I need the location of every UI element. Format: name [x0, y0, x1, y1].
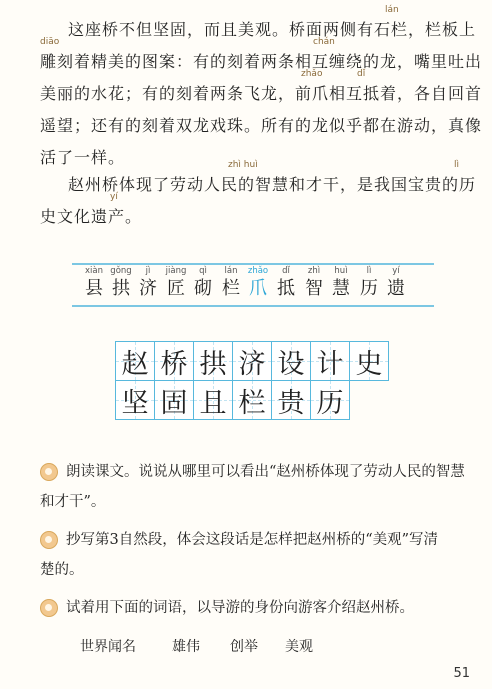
pinyin-lan: lán [385, 5, 399, 15]
word-item-highlighted: zhǎo 爪 [247, 266, 269, 299]
word-list [72, 263, 434, 307]
exercise-text: 试着用下面的词语，以导游的身份向游客介绍赵州桥。 [66, 600, 414, 616]
grid-cell: 桥 [154, 341, 194, 381]
word-item: jì 济 [139, 266, 157, 299]
grid-cell: 赵 [115, 341, 155, 381]
paragraph-line: 这座桥不但坚固，而且美观。桥面两侧有石栏，栏板上 [68, 20, 477, 39]
phrase: 雄伟 [172, 639, 200, 655]
exercise-2 [40, 526, 480, 586]
grid-cell: 济 [232, 341, 272, 381]
word-item: xiàn 县 [85, 266, 103, 299]
paragraph-line: 史文化遗产。 [40, 207, 143, 226]
grid-cell: 拱 [193, 341, 233, 381]
paragraph-line: 赵州桥体现了劳动人民的智慧和才干，是我国宝贵的历 [68, 175, 477, 194]
grid-cell: 且 [193, 380, 233, 420]
word-item: qì 砌 [194, 266, 212, 299]
exercise-bullet-icon [40, 463, 58, 481]
word-item: huì 慧 [332, 266, 350, 299]
exercise-1 [40, 458, 480, 518]
word-item: gǒng 拱 [110, 266, 132, 299]
exercise-text: 楚的。 [40, 562, 84, 578]
pinyin-zhihui: zhì huì [228, 160, 258, 170]
pinyin-chan: chán [313, 37, 335, 47]
exercise-3 [40, 594, 480, 624]
pinyin-diao: diāo [40, 37, 60, 47]
grid-cell: 设 [271, 341, 311, 381]
word-item: dǐ 抵 [277, 266, 295, 299]
paragraph-line: 雕刻着精美的图案：有的刻着两条相互缠绕的龙，嘴里吐出 [40, 52, 483, 71]
paragraph-line: 遥望；还有的刻着双龙戏珠。所有的龙似乎都在游动，真像 [40, 116, 483, 135]
paragraph-line: 美丽的水花；有的刻着两条飞龙，前爪相互抵着，各自回首 [40, 84, 483, 103]
grid-cell: 坚 [115, 380, 155, 420]
writing-grid-row-2 [115, 380, 395, 420]
word-item: yí 遗 [387, 266, 405, 299]
pinyin-li: lì [454, 160, 460, 170]
grid-cell: 计 [310, 341, 350, 381]
exercise-text: 抄写第3自然段，体会这段话是怎样把赵州桥的“美观”写清 [66, 532, 439, 548]
word-item: lán 栏 [222, 266, 240, 299]
word-item: zhì 智 [305, 266, 323, 299]
exercise-text: 朗读课文。说说从哪里可以看出“赵州桥体现了劳动人民的智慧 [66, 464, 465, 480]
page-number: 51 [453, 666, 470, 681]
grid-cell: 历 [310, 380, 350, 420]
pinyin-zhao: zhǎo [301, 69, 323, 79]
phrase: 创举 [230, 639, 258, 655]
grid-cell: 栏 [232, 380, 272, 420]
grid-cell: 贵 [271, 380, 311, 420]
word-item: jiàng 匠 [165, 266, 187, 299]
pinyin-di: dǐ [357, 69, 366, 79]
paragraph-line: 活了一样。 [40, 148, 126, 167]
phrase: 世界闻名 [80, 639, 136, 655]
exercise-text: 和才干”。 [40, 494, 106, 510]
phrase: 美观 [285, 639, 313, 655]
exercise-bullet-icon [40, 599, 58, 617]
exercise-bullet-icon [40, 531, 58, 549]
writing-grid-row-1 [115, 341, 395, 381]
pinyin-yi: yí [110, 192, 118, 202]
word-item: lì 历 [360, 266, 378, 299]
grid-cell: 史 [349, 341, 389, 381]
grid-cell: 固 [154, 380, 194, 420]
